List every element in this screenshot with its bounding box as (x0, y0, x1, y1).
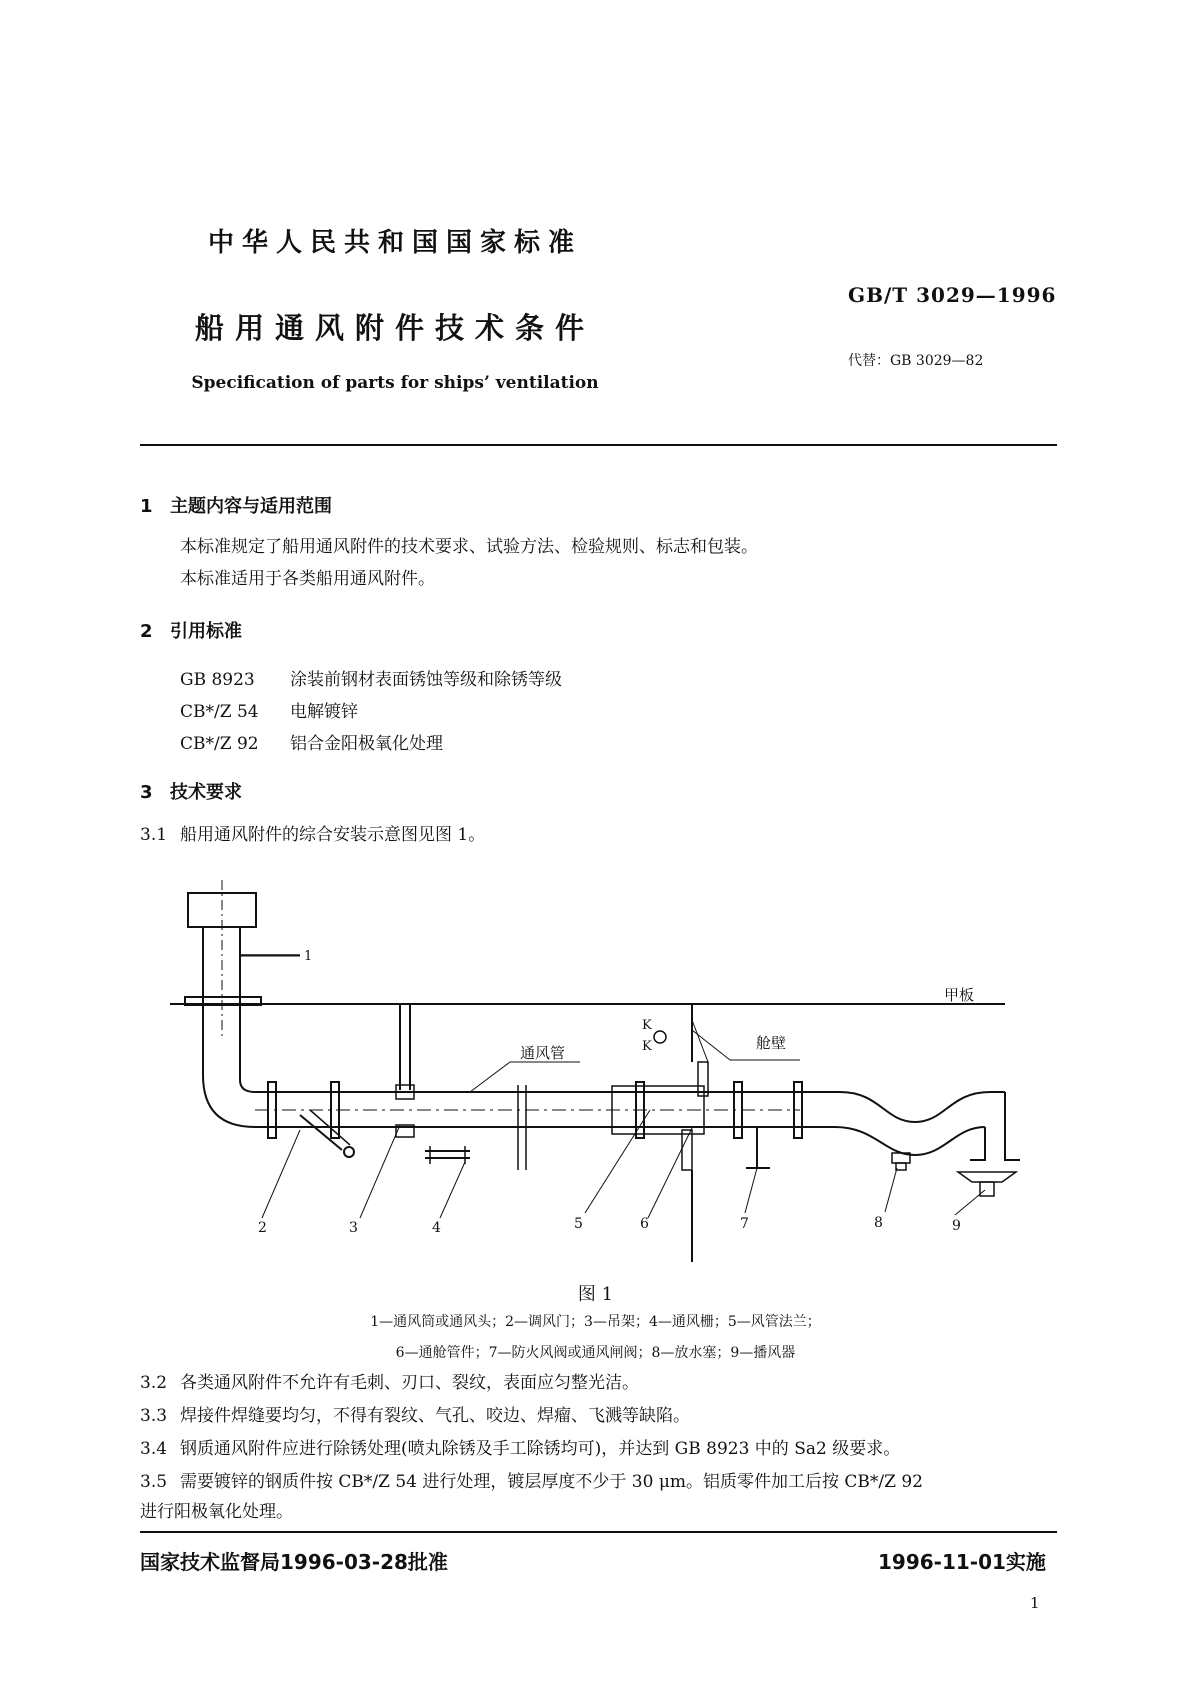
part-number-3: 3 (349, 1220, 358, 1236)
requirement-text: 钢质通风附件应进行除锈处理(喷丸除锈及手工除锈均可)，并达到 GB 8923 中的 Sa2 级要求。 (180, 1439, 901, 1459)
duct-label: 通风管 (520, 1044, 566, 1062)
requirement-3-1 (140, 823, 485, 847)
requirement-number: 3.1 (140, 825, 168, 845)
document-title-cn: 船用通风附件技术条件 (194, 311, 595, 345)
part-number-4: 4 (432, 1220, 441, 1236)
part-number-1: 1 (304, 949, 313, 964)
reference-name: 涂装前钢材表面锈蚀等级和除锈等级 (290, 670, 562, 690)
section-1-heading (140, 492, 332, 518)
reference-code: CB*/Z 54 (180, 702, 259, 722)
figure-legend-line: 6—通舱管件；7—防火风阀或通风闸阀；8—放水塞；9—播风器 (395, 1345, 796, 1361)
section-1-paragraph: 本标准适用于各类船用通风附件。 (180, 569, 435, 589)
header-divider (140, 444, 1057, 446)
requirement-item (140, 1437, 900, 1461)
requirement-text: 焊接件焊缝要均匀，不得有裂纹、气孔、咬边、焊瘤、飞溅等缺陷。 (180, 1406, 690, 1426)
requirement-text: 各类通风附件不允许有毛刺、刃口、裂纹，表面应匀整光洁。 (180, 1373, 639, 1393)
reference-code: GB 8923 (180, 670, 255, 690)
part-number-9: 9 (952, 1218, 961, 1234)
vertical-duct-inner (240, 927, 275, 1092)
part-number-6: 6 (640, 1216, 649, 1232)
ventilation-installation-diagram (0, 870, 1191, 1265)
requirement-number: 3.5 (140, 1472, 168, 1492)
requirement-item (140, 1404, 690, 1428)
requirement-continuation: 进行阳极氧化处理。 (140, 1502, 293, 1522)
section-2-heading (140, 617, 242, 643)
requirement-number: 3.2 (140, 1373, 168, 1393)
requirement-text: 船用通风附件的综合安装示意图见图 1。 (180, 825, 486, 845)
section-title: 引用标准 (170, 621, 242, 642)
diffuser (958, 1172, 1016, 1182)
national-standard-heading: 中华人民共和国国家标准 (207, 228, 582, 258)
requirement-item (140, 1470, 923, 1494)
implementation-date: 1996-11-01实施 (878, 1550, 1046, 1574)
reference-item (180, 665, 562, 690)
replaces-standard: 代替：GB 3029—82 (848, 353, 984, 369)
section-title: 技术要求 (170, 782, 242, 803)
reference-item (180, 729, 443, 754)
requirement-number: 3.3 (140, 1406, 168, 1426)
requirement-item (140, 1371, 639, 1395)
figure-legend-line: 1—通风筒或通风头；2—调风门；3—吊架；4—通风栅；5—风管法兰； (370, 1314, 821, 1330)
document-title-en: Specification of parts for ships’ ventilation (191, 373, 599, 393)
section-number: 2 (140, 621, 153, 642)
requirement-number: 3.4 (140, 1439, 168, 1459)
section-number: 3 (140, 782, 153, 803)
section-number: 1 (140, 496, 153, 517)
figure-title: 图 1 (577, 1284, 614, 1305)
diffuser-duct (970, 1127, 985, 1160)
section-k-bottom: K (642, 1039, 652, 1054)
approval-date: 国家技术监督局1996-03-28批准 (140, 1550, 448, 1574)
section-marker (654, 1031, 666, 1043)
footer-divider (140, 1531, 1057, 1533)
section-1-paragraph: 本标准规定了船用通风附件的技术要求、试验方法、检验规则、标志和包装。 (180, 537, 758, 557)
reference-name: 电解镀锌 (290, 702, 358, 722)
reference-code: CB*/Z 92 (180, 734, 259, 754)
requirement-text: 需要镀锌的钢质件按 CB*/Z 54 进行处理，镀层厚度不少于 30 μm。铝质零件加工后按 CB*/Z 92 (180, 1472, 923, 1492)
part-number-8: 8 (874, 1215, 883, 1231)
reference-item (180, 697, 358, 722)
bulkhead-label: 舱壁 (756, 1034, 787, 1052)
part-number-7: 7 (740, 1216, 749, 1232)
standard-code: GB/T 3029—1996 (848, 283, 1057, 307)
section-title: 主题内容与适用范围 (170, 496, 332, 517)
part-number-5: 5 (574, 1216, 583, 1232)
page-number: 1 (1030, 1594, 1040, 1612)
section-3-heading (140, 778, 242, 804)
deck-label: 甲板 (944, 986, 975, 1004)
reference-name: 铝合金阳极氧化处理 (290, 734, 443, 754)
section-k-top: K (642, 1018, 652, 1033)
part-number-2: 2 (258, 1220, 267, 1236)
duct-bend-bottom (800, 1127, 985, 1155)
duct-bend-top (800, 1092, 1005, 1122)
